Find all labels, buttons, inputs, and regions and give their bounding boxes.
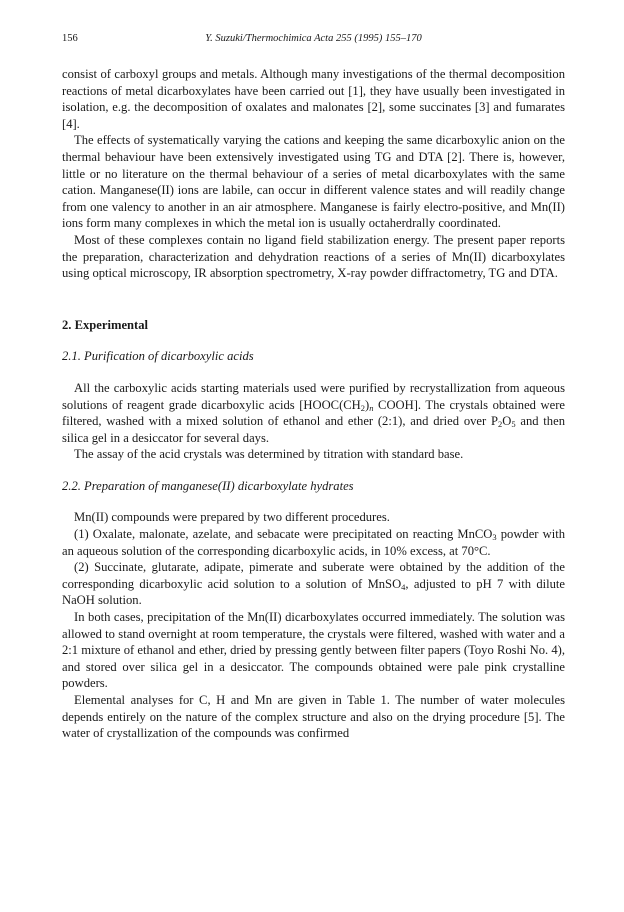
preparation-paragraph-3: (2) Succinate, glutarate, adipate, pimerate and suberate were obtained by the addition of the corresponding dicarboxylic acid solution to a solution of MnSO$_4$, adjusted to pH 7 with dilute NaOH solution. <box>62 560 566 608</box>
running-title: Y. Suzuki/Thermochimica Acta 255 (1995) 155–170 <box>205 33 422 44</box>
intro-paragraph-2: The effects of systematically varying the cations and keeping the same dicarboxylic anion on the thermal behaviour have been extensively investigated using TG and DTA [2]. There is, however, little or no literature on the thermal behaviour of a series of metal dicarboxylates with the same cation. Manganese(II) ions are labile, can occur in different valence states and will readily change from one valency to another in an air atmosphere. Manganese is fairly electro-positive, and Mn(II) ions form many complexes in which the metal ion is usually octaherdrally coordinated. <box>62 133 565 231</box>
purification-paragraph-1: All the carboxylic acids starting materials used were purified by recrystallization from aqueous solutions of reagent grade dicarboxylic acids [$HOOC(CH_2)_n$ COOH]. The crystals obtained were filtered, washed with a mixed solution of ethanol and ether (2:1), and dried over $P_2O_5$ and then silica gel in a desiccator for several days. <box>62 380 565 445</box>
preparation-paragraph-1: Mn(II) compounds were prepared by two different procedures. <box>74 510 390 525</box>
preparation-paragraph-5: Elemental analyses for C, H and Mn are given in Table 1. The number of water molecules depends entirely on the nature of the complex structure and also on the drying procedure [5]. The water of crystallization of the compounds was confirmed <box>62 693 565 741</box>
intro-paragraph-1: consist of carboxyl groups and metals. Although many investigations of the thermal decomposition reactions of metal dicarboxylates have been carried out [1], they have usually been investigated in isolation, e.g. the decomposition of oxalates and malonates [2], some succinates [3] and fumarates [4]. <box>62 67 565 131</box>
section-heading-experimental: 2. Experimental <box>62 317 149 332</box>
preparation-paragraph-2: (1) Oxalate, malonate, azelate, and sebacate were precipitated on reacting MnCO$_3$ powder with an aqueous solution of the corresponding dicarboxylic acids, in 10% excess, at 70°C. <box>62 527 565 558</box>
preparation-paragraph-4: In both cases, precipitation of the Mn(II) dicarboxylates occurred immediately. The solution was allowed to stand overnight at room temperature, the crystals were filtered, washed with water and a 2:1 mixture of ethanol and ether, dried by pressing gently between filter papers (Toyo Roshi No. 4), and stored over silica gel in a desiccator. The compounds obtained were pale pink crystalline powders. <box>62 610 565 691</box>
purification-paragraph-2: The assay of the acid crystals was determined by titration with standard base. <box>74 447 464 462</box>
article-body <box>62 66 565 742</box>
intro-paragraph-3: Most of these complexes contain no ligand field stabilization energy. The present paper reports the preparation, characterization and dehydration reactions of a series of Mn(II) dicarboxylates using optical microscopy, IR absorption spectrometry, X-ray powder diffractometry, TG and DTA. <box>62 232 565 281</box>
subsection-heading-2-1: 2.1. Purification of dicarboxylic acids <box>62 349 254 364</box>
subsection-heading-2-2: 2.2. Preparation of manganese(II) dicarboxylate hydrates <box>62 478 354 493</box>
page-number: 156 <box>62 33 78 44</box>
